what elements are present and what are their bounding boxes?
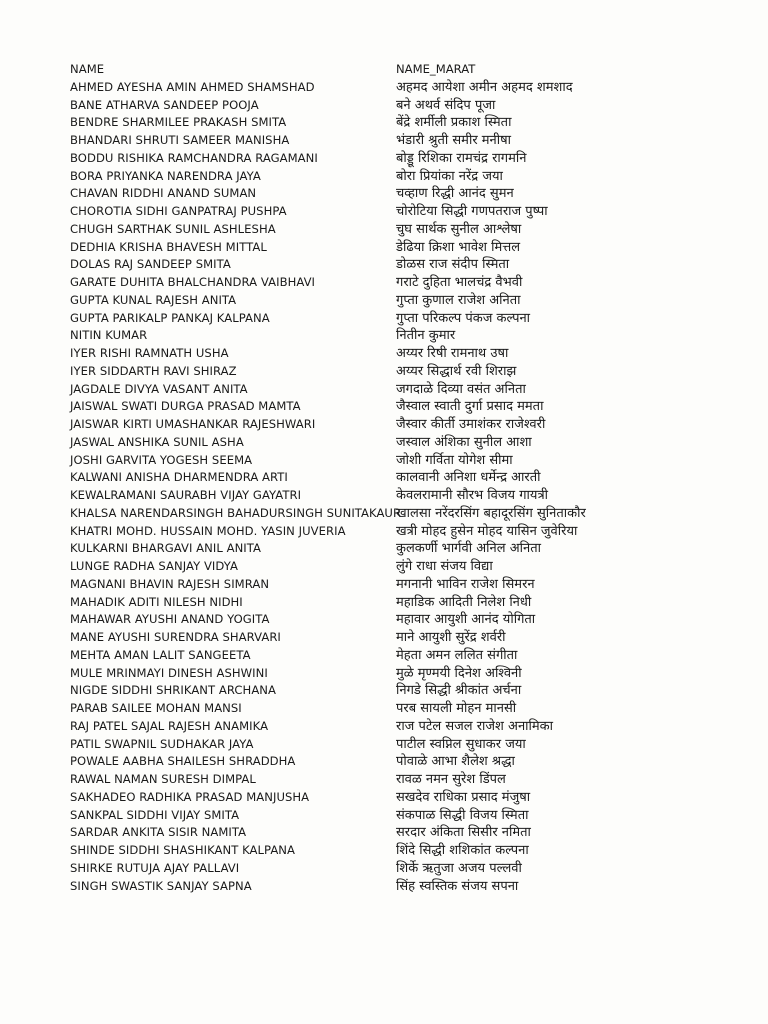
name-cell: CHUGH SARTHAK SUNIL ASHLESHA	[70, 221, 276, 236]
table-row	[70, 807, 730, 825]
table-row	[70, 576, 730, 594]
name-cell: DOLAS RAJ SANDEEP SMITA	[70, 257, 231, 272]
table-row	[70, 878, 730, 896]
table-row	[70, 79, 730, 97]
name-cell: BHANDARI SHRUTI SAMEER MANISHA	[70, 133, 290, 147]
table-row	[70, 842, 730, 860]
table-row	[70, 523, 730, 541]
name-cell: BORA PRIYANKA NARENDRA JAYA	[70, 168, 261, 183]
table-row	[70, 469, 730, 487]
table-row	[70, 114, 730, 132]
table-row	[70, 203, 730, 221]
name-cell: MEHTA AMAN LALIT SANGEETA	[70, 647, 251, 662]
table-row	[70, 327, 730, 345]
table-row	[70, 292, 730, 310]
name-cell: CHAVAN RIDDHI ANAND SUMAN	[70, 186, 257, 201]
table-row	[70, 540, 730, 558]
name-cell: BENDRE SHARMILEE PRAKASH SMITA	[70, 115, 287, 130]
name-cell: KALWANI ANISHA DHARMENDRA ARTI	[70, 470, 288, 485]
table-row	[70, 256, 730, 274]
name-cell: GUPTA KUNAL RAJESH ANITA	[70, 292, 237, 307]
name-cell: KEWALRAMANI SAURABH VIJAY GAYATRI	[70, 488, 302, 502]
table-row	[70, 718, 730, 736]
name-cell: CHOROTIA SIDHI GANPATRAJ PUSHPA	[70, 204, 287, 218]
name-marathi-cell: जैस्वार कीर्ती उमाशंकर राजेश्वरी	[396, 417, 546, 432]
name-marathi-cell: परब सायली मोहन मानसी	[396, 701, 517, 716]
name-marathi-cell: निगडे सिद्धी श्रीकांत अर्चना	[396, 683, 522, 699]
table-row	[70, 381, 730, 399]
name-cell: GUPTA PARIKALP PANKAJ KALPANA	[70, 310, 270, 325]
name-cell: PATIL SWAPNIL SUDHAKAR JAYA	[70, 736, 254, 751]
header-name-marathi: NAME_MARAT	[396, 62, 476, 76]
table-row	[70, 594, 730, 612]
table-row	[70, 771, 730, 789]
name-marathi-cell: केवलरामानी सौरभ विजय गायत्री	[396, 488, 548, 503]
table-row	[70, 629, 730, 647]
name-cell: NITIN KUMAR	[70, 328, 148, 343]
name-marathi-cell: मुळे मृण्मयी दिनेश अश्विनी	[396, 665, 522, 681]
table-row	[70, 824, 730, 842]
name-cell: LUNGE RADHA SANJAY VIDYA	[70, 559, 238, 573]
table-row	[70, 150, 730, 168]
name-table	[70, 61, 730, 895]
name-cell: JAGDALE DIVYA VASANT ANITA	[70, 381, 248, 396]
table-row	[70, 434, 730, 452]
name-marathi-cell: रावळ नमन सुरेश डिंपल	[396, 772, 506, 787]
name-cell: AHMED AYESHA AMIN AHMED SHAMSHAD	[70, 79, 315, 94]
name-cell: RAWAL NAMAN SURESH DIMPAL	[70, 772, 256, 786]
name-cell: SAKHADEO RADHIKA PRASAD MANJUSHA	[70, 789, 310, 804]
name-marathi-cell: पाटील स्वप्निल सुधाकर जया	[396, 736, 526, 752]
name-marathi-cell: खत्री मोहद हुसेन मोहद यासिन जुवेरिया	[396, 523, 578, 539]
name-cell: MULE MRINMAYI DINESH ASHWINI	[70, 665, 268, 680]
name-marathi-cell: जोशी गर्विता योगेश सीमा	[396, 452, 513, 468]
name-marathi-cell: कुलकर्णी भार्गवी अनिल अनिता	[396, 541, 541, 557]
name-marathi-cell: मगनानी भाविन राजेश सिमरन	[396, 576, 535, 592]
name-cell: IYER SIDDARTH RAVI SHIRAZ	[70, 363, 237, 378]
table-row	[70, 239, 730, 257]
name-marathi-cell: चव्हाण रिद्धी आनंद सुमन	[396, 186, 514, 202]
name-marathi-cell: अय्यर रिषी रामनाथ उषा	[396, 346, 509, 361]
name-marathi-cell: जस्वाल अंशिका सुनील आशा	[396, 434, 532, 450]
name-marathi-cell: सरदार अंकिता सिसीर नमिता	[396, 825, 531, 841]
name-marathi-cell: अय्यर सिद्धार्थ रवी शिराझ	[396, 363, 517, 379]
name-marathi-cell: राज पटेल सजल राजेश अनामिका	[396, 718, 554, 734]
table-row	[70, 860, 730, 878]
name-marathi-cell: सिंह स्वस्तिक संजय सपना	[396, 878, 519, 894]
table-row	[70, 487, 730, 505]
table-row	[70, 505, 730, 523]
name-marathi-cell: बोड्डू रिशिका रामचंद्र रागमनि	[396, 150, 527, 166]
name-marathi-cell: बने अथर्व संदिप पूजा	[396, 97, 496, 113]
name-marathi-cell: भंडारी श्रुती समीर मनीषा	[396, 133, 512, 148]
name-cell: SHIRKE RUTUJA AJAY PALLAVI	[70, 860, 240, 875]
name-marathi-cell: संकपाळ सिद्धी विजय स्मिता	[396, 807, 529, 823]
table-row	[70, 700, 730, 718]
table-row	[70, 736, 730, 754]
name-cell: RAJ PATEL SAJAL RAJESH ANAMIKA	[70, 718, 269, 733]
table-row	[70, 558, 730, 576]
table-row	[70, 416, 730, 434]
name-cell: SARDAR ANKITA SISIR NAMITA	[70, 825, 247, 840]
table-row	[70, 363, 730, 381]
name-cell: KHATRI MOHD. HUSSAIN MOHD. YASIN JUVERIA	[70, 523, 346, 538]
name-marathi-cell: जैस्वाल स्वाती दुर्गा प्रसाद ममता	[396, 399, 544, 415]
table-row	[70, 274, 730, 292]
table-row	[70, 97, 730, 115]
name-cell: JAISWAR KIRTI UMASHANKAR RAJESHWARI	[70, 417, 316, 431]
name-cell: MANE AYUSHI SURENDRA SHARVARI	[70, 630, 281, 644]
name-marathi-cell: गराटे दुहिता भालचंद्र वैभवी	[396, 275, 523, 290]
name-cell: MAHADIK ADITI NILESH NIDHI	[70, 594, 243, 609]
name-cell: DEDHIA KRISHA BHAVESH MITTAL	[70, 239, 267, 254]
name-marathi-cell: मेहता अमन ललित संगीता	[396, 647, 518, 663]
table-row	[70, 682, 730, 700]
header-name: NAME	[70, 62, 105, 76]
name-cell: SINGH SWASTIK SANJAY SAPNA	[70, 878, 252, 893]
name-marathi-cell: गुप्ता परिकल्प पंकज कल्पना	[396, 310, 531, 326]
name-marathi-cell: सखदेव राधिका प्रसाद मंजुषा	[396, 789, 531, 805]
name-cell: BANE ATHARVA SANDEEP POOJA	[70, 97, 259, 112]
table-header	[70, 61, 730, 79]
name-marathi-cell: शिंदे सिद्धी शशिकांत कल्पना	[396, 843, 529, 858]
name-cell: KHALSA NARENDARSINGH BAHADURSINGH SUNITAKAUR	[70, 505, 402, 520]
name-marathi-cell: माने आयुशी सुरेंद्र शर्वरी	[396, 630, 506, 645]
name-cell: KULKARNI BHARGAVI ANIL ANITA	[70, 541, 261, 556]
table-row	[70, 168, 730, 186]
table-row	[70, 132, 730, 150]
name-marathi-cell: गुप्ता कुणाल राजेश अनिता	[396, 292, 521, 308]
name-marathi-cell: बोरा प्रियांका नरेंद्र जया	[396, 168, 503, 184]
table-row	[70, 753, 730, 771]
name-cell: JASWAL ANSHIKA SUNIL ASHA	[70, 434, 244, 449]
table-row	[70, 647, 730, 665]
table-row	[70, 398, 730, 416]
name-cell: GARATE DUHITA BHALCHANDRA VAIBHAVI	[70, 275, 316, 289]
name-cell: JAISWAL SWATI DURGA PRASAD MAMTA	[70, 399, 301, 414]
name-marathi-cell: चोरोटिया सिद्धी गणपतराज पुष्पा	[396, 204, 548, 219]
name-marathi-cell: अहमद आयेशा अमीन अहमद शमशाद	[396, 79, 573, 95]
table-row	[70, 310, 730, 328]
name-marathi-cell: महाडिक आदिती निलेश निधी	[396, 594, 532, 610]
table-row	[70, 185, 730, 203]
name-cell: SANKPAL SIDDHI VIJAY SMITA	[70, 807, 240, 822]
name-marathi-cell: चुघ सार्थक सुनील आश्लेषा	[396, 221, 522, 237]
table-row	[70, 221, 730, 239]
name-cell: SHINDE SIDDHI SHASHIKANT KALPANA	[70, 843, 296, 857]
name-cell: MAGNANI BHAVIN RAJESH SIMRAN	[70, 576, 270, 591]
name-marathi-cell: खालसा नरेंदरसिंग बहादूरसिंग सुनिताकौर	[396, 505, 586, 521]
table-row	[70, 345, 730, 363]
name-marathi-cell: पोवाळे आभा शैलेश श्रद्धा	[396, 754, 515, 770]
name-marathi-cell: कालवानी अनिशा धर्मेन्द्र आरती	[396, 470, 541, 486]
name-cell: BODDU RISHIKA RAMCHANDRA RAGAMANI	[70, 150, 318, 165]
table-row	[70, 452, 730, 470]
name-marathi-cell: लुंगे राधा संजय विद्या	[396, 559, 493, 574]
name-marathi-cell: महावार आयुशी आनंद योगिता	[396, 612, 536, 628]
name-cell: PARAB SAILEE MOHAN MANSI	[70, 701, 242, 715]
name-marathi-cell: नितीन कुमार	[396, 328, 456, 344]
name-cell: POWALE AABHA SHAILESH SHRADDHA	[70, 754, 296, 769]
name-marathi-cell: शिर्के ऋतुजा अजय पल्लवी	[396, 860, 522, 876]
table-row	[70, 789, 730, 807]
name-marathi-cell: जगदाळे दिव्या वसंत अनिता	[396, 381, 526, 397]
name-cell: NIGDE SIDDHI SHRIKANT ARCHANA	[70, 683, 276, 698]
table-row	[70, 611, 730, 629]
name-cell: IYER RISHI RAMNATH USHA	[70, 346, 229, 360]
name-marathi-cell: बेंद्रे शर्मीली प्रकाश स्मिता	[396, 115, 512, 131]
name-marathi-cell: डोळस राज संदीप स्मिता	[396, 257, 510, 273]
name-marathi-cell: डेढिया क्रिशा भावेश मित्तल	[396, 239, 521, 255]
table-row	[70, 665, 730, 683]
name-cell: MAHAWAR AYUSHI ANAND YOGITA	[70, 612, 270, 627]
name-cell: JOSHI GARVITA YOGESH SEEMA	[70, 452, 253, 467]
